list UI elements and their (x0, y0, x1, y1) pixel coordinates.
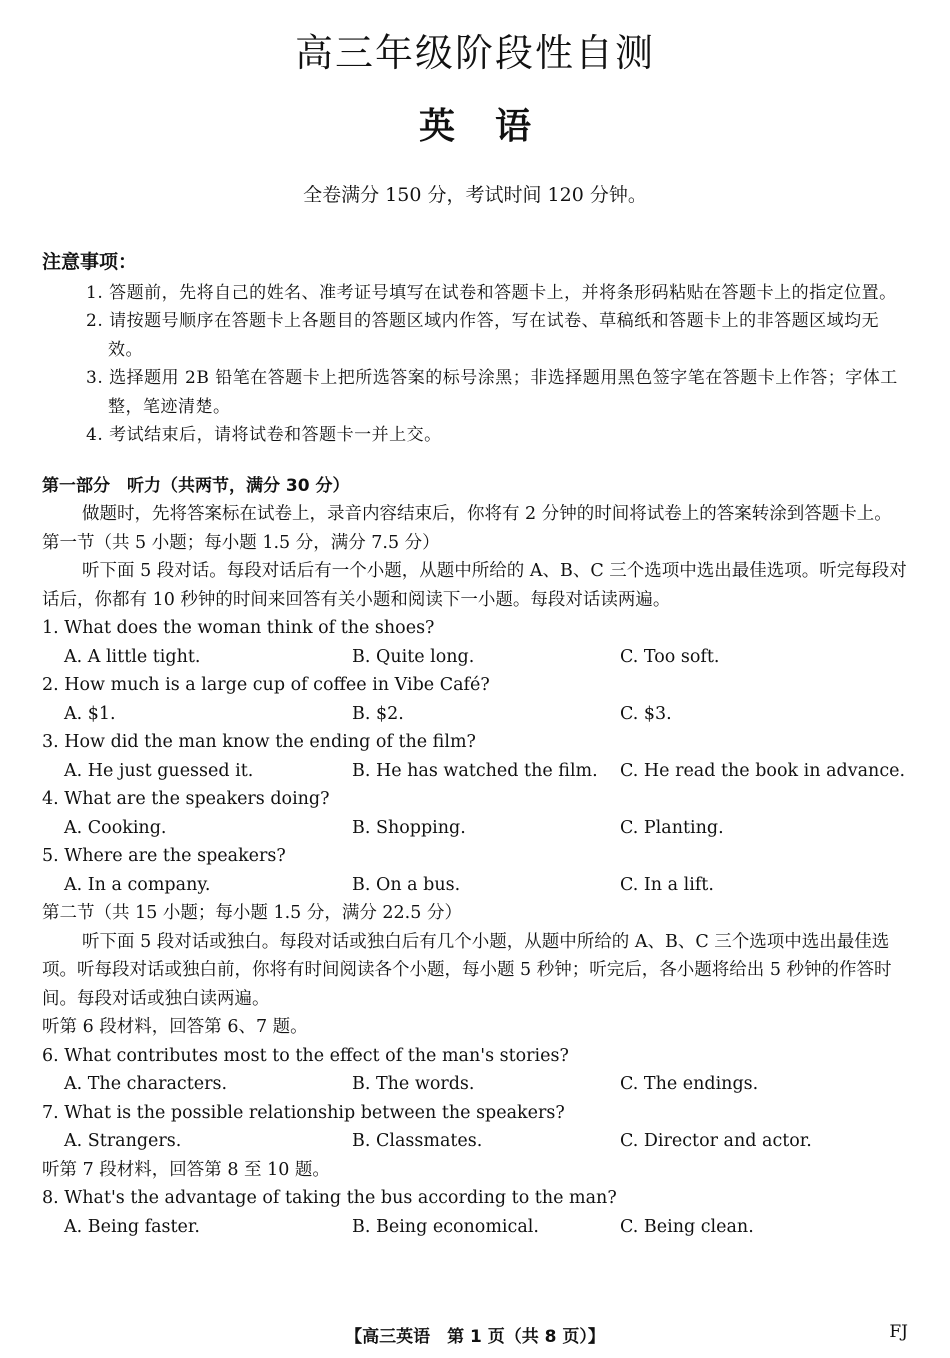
question-item (42, 671, 910, 728)
question-options (42, 1070, 910, 1099)
option-b: B. Quite long. (352, 646, 475, 667)
page-footer: 【高三英语 第 1 页（共 8 页）】 (345, 1327, 605, 1347)
part-intro: 做题时，先将答案标在试卷上，录音内容结束后，你将有 2 分钟的时间将试卷上的答案转涂到答题卡上。 (82, 504, 892, 524)
subject-title: 英语 (418, 105, 571, 147)
section-title: 第一节（共 5 小题；每小题 1.5 分，满分 7.5 分） (42, 532, 440, 553)
question-text: 5. Where are the speakers? (42, 846, 286, 866)
notice-heading: 注意事项： (42, 251, 138, 273)
option-a: A. The characters. (64, 1074, 228, 1094)
material-label: 听第 6 段材料，回答第 6、7 题。 (42, 1017, 308, 1037)
footer-code: FJ (889, 1322, 908, 1342)
question-item (42, 1042, 910, 1099)
material-label: 听第 7 段材料，回答第 8 至 10 题。 (42, 1159, 330, 1180)
question-options (42, 814, 910, 843)
option-c: C. $3. (620, 703, 672, 724)
option-b: B. Shopping. (352, 817, 466, 838)
option-b: B. Classmates. (352, 1131, 483, 1151)
question-item (42, 1184, 910, 1241)
question-options (42, 757, 910, 786)
option-a: A. He just guessed it. (64, 760, 254, 781)
question-options (42, 700, 910, 729)
question-item (42, 614, 910, 671)
option-c: C. Director and actor. (620, 1131, 812, 1151)
option-a: A. $1. (64, 703, 116, 724)
notice-item: 2. 请按题号顺序在答题卡上各题目的答题区域内作答，写在试卷、草稿纸和答题卡上的非答题区域均无效。 (86, 311, 880, 360)
question-text: 6. What contributes most to the effect of the man's stories? (42, 1045, 569, 1066)
option-c: C. In a lift. (620, 874, 714, 895)
page-title: 高三年级阶段性自测 (294, 31, 655, 75)
question-text: 3. How did the man know the ending of the film? (42, 732, 476, 752)
part-title: 第一部分 听力（共两节，满分 30 分） (42, 475, 350, 496)
question-text: 8. What's the advantage of taking the bus according to the man? (42, 1188, 617, 1208)
main-content (42, 248, 910, 1241)
question-item (42, 842, 910, 899)
option-c: C. The endings. (620, 1074, 759, 1094)
option-a: A. In a company. (64, 874, 211, 895)
option-c: C. Planting. (620, 817, 724, 838)
section-title: 第二节（共 15 小题；每小题 1.5 分，满分 22.5 分） (42, 903, 462, 923)
option-b: B. He has watched the film. (352, 760, 598, 781)
question-text: 4. What are the speakers doing? (42, 789, 330, 809)
option-a: A. A little tight. (64, 646, 201, 667)
exam-info: 全卷满分 150 分，考试时间 120 分钟。 (303, 184, 647, 206)
notice-item: 1. 答题前，先将自己的姓名、准考证号填写在试卷和答题卡上，并将条形码粘贴在答题卡上的指定位置。 (86, 282, 897, 303)
option-b: B. Being economical. (352, 1216, 539, 1237)
notice-item: 3. 选择题用 2B 铅笔在答题卡上把所选答案的标号涂黑；非选择题用黑色签字笔在答题卡上作答；字体工整，笔迹清楚。 (86, 368, 898, 417)
section-instructions: 听下面 5 段对话或独白。每段对话或独白后有几个小题，从题中所给的 A、B、C 三个选项中选出最佳选项。听每段对话或独白前，你将有时间阅读各个小题，每小题 5 秒钟；听完后，各小题将给出 5 秒钟的作答时间。每段对话或独白读两遍。 (42, 931, 892, 1009)
question-text: 7. What is the possible relationship between the speakers? (42, 1102, 565, 1123)
question-item (42, 785, 910, 842)
section-instructions: 听下面 5 段对话。每段对话后有一个小题，从题中所给的 A、B、C 三个选项中选出最佳选项。听完每段对话后，你都有 10 秒钟的时间来回答有关小题和阅读下一小题。每段对话读两遍。 (42, 561, 907, 610)
question-options (42, 643, 910, 672)
notice-item: 4. 考试结束后，请将试卷和答题卡一并上交。 (86, 425, 442, 445)
option-b: B. The words. (352, 1074, 475, 1094)
option-a: A. Being faster. (64, 1216, 200, 1237)
question-options (42, 1127, 910, 1156)
option-c: C. Too soft. (620, 646, 720, 667)
question-options (42, 871, 910, 900)
question-item (42, 1099, 910, 1156)
option-a: A. Strangers. (64, 1131, 182, 1151)
option-b: B. $2. (352, 703, 404, 724)
option-c: C. He read the book in advance. (620, 760, 906, 781)
option-a: A. Cooking. (64, 817, 167, 838)
question-item (42, 728, 910, 785)
option-b: B. On a bus. (352, 874, 461, 895)
option-c: C. Being clean. (620, 1216, 754, 1237)
question-text: 1. What does the woman think of the shoes? (42, 618, 435, 638)
question-text: 2. How much is a large cup of coffee in Vibe Café? (42, 675, 490, 695)
question-options (42, 1213, 910, 1242)
